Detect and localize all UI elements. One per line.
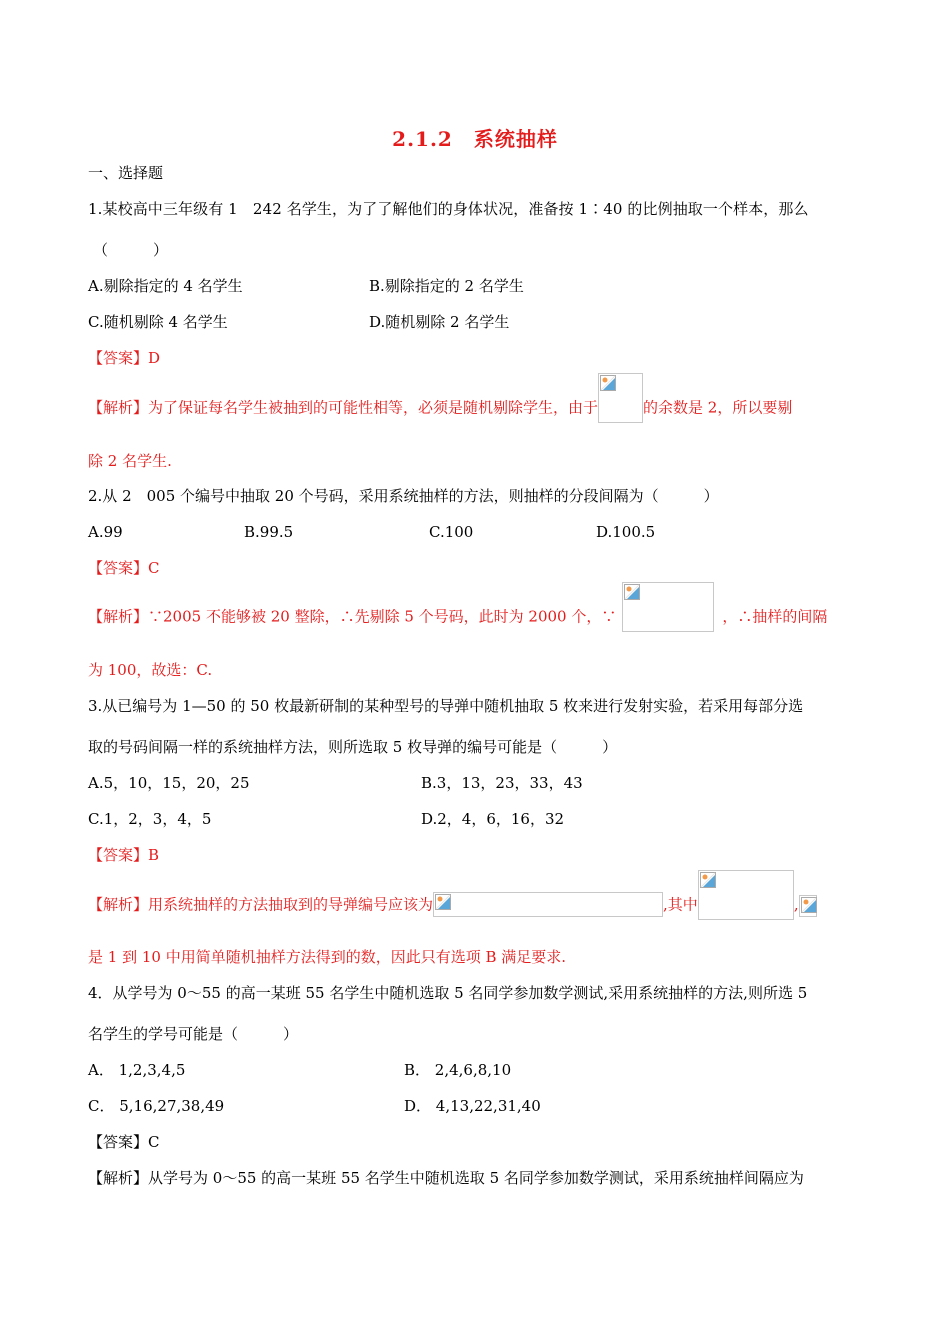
q2-answer [88, 558, 160, 578]
q3-option-b: B.3，13，23，33，43 [421, 774, 583, 792]
q2-stem: 2.从 2 005 个编号中抽取 20 个号码，采用系统抽样的方法，则抽样的分段间隔为（ ） [88, 487, 719, 505]
q1-analysis-line2: 除 2 名学生. [88, 452, 172, 470]
analysis-text: 用系统抽样的方法抽取到的导弹编号应该为 [148, 895, 434, 914]
q3-analysis [88, 893, 817, 918]
q2-option-c: C.100 [429, 523, 474, 541]
q2-option-a: A.99 [88, 523, 123, 541]
q3-option-c: C.1，2，3，4，5 [88, 810, 212, 828]
q3-option-d: D.2，4，6，16，32 [421, 810, 565, 828]
analysis-text-comma: , [793, 895, 799, 914]
analysis-text-cont: ,其中 [663, 895, 698, 914]
q4-stem-line1: 4．从学号为 0～55 的高一某班 55 名学生中随机选取 5 名同学参加数学测试,采用系统抽样的方法,则所选 5 [88, 984, 808, 1002]
q1-stem-line2: （ ） [93, 241, 169, 259]
answer-value: B [148, 846, 160, 864]
q4-stem-line2: 名学生的学号可能是（ ） [88, 1025, 299, 1043]
q3-stem-line1: 3.从已编号为 1—50 的 50 枚最新研制的某种型号的导弹中随机抽取 5 枚来进行发射实验，若采用每部分选 [88, 697, 804, 715]
q4-option-b: B． 2,4,6,8,10 [404, 1061, 512, 1079]
q3-stem-line2: 取的号码间隔一样的系统抽样方法，则所选取 5 枚导弹的编号可能是（ ） [88, 738, 618, 756]
section-heading: 一、选择题 [88, 164, 164, 182]
q2-analysis [88, 605, 827, 630]
answer-value: C [148, 1133, 160, 1151]
analysis-text: ∵2005 不能够被 20 整除，∴先剔除 5 个号码，此时为 2000 个，∵ [148, 607, 617, 626]
analysis-text-cont: ，∴抽样的间隔 [722, 607, 828, 626]
q2-option-b: B.99.5 [244, 523, 294, 541]
q3-answer [88, 845, 159, 865]
q1-answer [88, 348, 160, 368]
q1-analysis [88, 396, 792, 421]
page-title: 2.1.2 系统抽样 [392, 127, 558, 151]
q1-option-a: A.剔除指定的 4 名学生 [88, 277, 243, 295]
q4-option-c: C． 5,16,27,38,49 [88, 1097, 225, 1115]
q4-analysis [88, 1168, 804, 1188]
q3-analysis-line2: 是 1 到 10 中用简单随机抽样方法得到的数，因此只有选项 B 满足要求. [88, 948, 567, 966]
formula-image-icon [622, 582, 714, 632]
q4-option-a: A． 1,2,3,4,5 [88, 1061, 186, 1079]
analysis-tag: 【解析】 [88, 895, 149, 914]
answer-tag: 【答案】 [88, 1133, 149, 1151]
formula-image-icon [799, 895, 817, 917]
analysis-text: 为了保证每名学生被抽到的可能性相等，必须是随机剔除学生，由于 [148, 398, 599, 417]
formula-image-icon [433, 892, 663, 917]
analysis-text-cont: 的余数是 2，所以要剔 [643, 398, 793, 417]
formula-image-icon [598, 373, 643, 423]
answer-tag: 【答案】 [88, 559, 149, 577]
answer-value: D [148, 349, 161, 367]
q1-stem-line1: 1.某校高中三年级有 1 242 名学生，为了了解他们的身体状况，准备按 1∶40 的比例抽取一个样本，那么 [88, 200, 809, 218]
q2-analysis-line2: 为 100，故选：C. [88, 661, 213, 679]
analysis-text: 从学号为 0～55 的高一某班 55 名学生中随机选取 5 名同学参加数学测试，采用系统抽样间隔应为 [148, 1169, 804, 1187]
q4-answer [88, 1132, 160, 1152]
q1-option-b: B.剔除指定的 2 名学生 [369, 277, 524, 295]
answer-value: C [148, 559, 160, 577]
answer-tag: 【答案】 [88, 349, 149, 367]
analysis-tag: 【解析】 [88, 607, 149, 626]
analysis-tag: 【解析】 [88, 1169, 149, 1187]
q2-option-d: D.100.5 [596, 523, 656, 541]
formula-image-icon [698, 870, 794, 920]
q1-option-c: C.随机剔除 4 名学生 [88, 313, 228, 331]
q1-option-d: D.随机剔除 2 名学生 [369, 313, 510, 331]
q4-option-d: D． 4,13,22,31,40 [404, 1097, 541, 1115]
q3-option-a: A.5，10，15，20，25 [88, 774, 250, 792]
analysis-tag: 【解析】 [88, 398, 149, 417]
answer-tag: 【答案】 [88, 846, 149, 864]
